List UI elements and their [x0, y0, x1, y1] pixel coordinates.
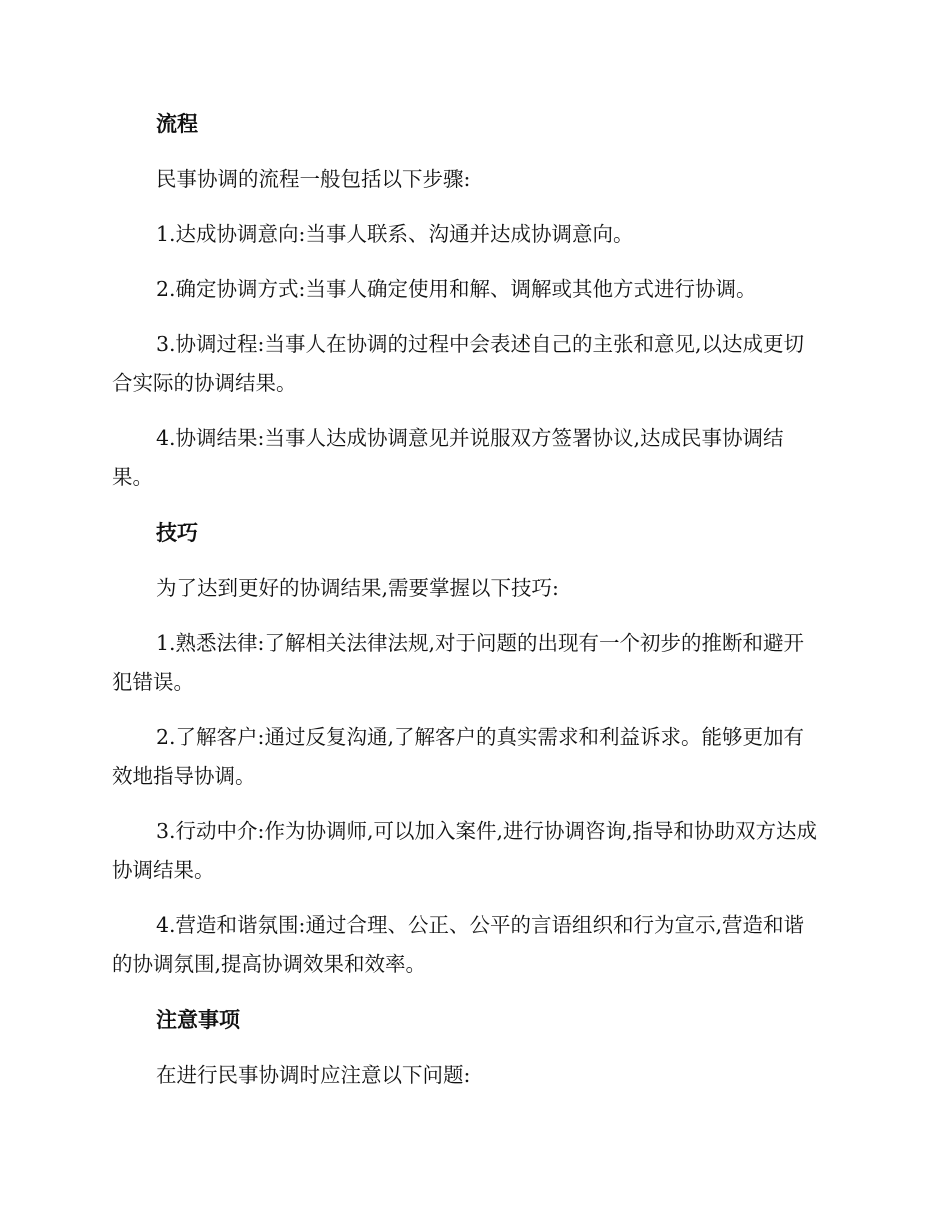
document-page: [112, 108, 824, 1095]
section-heading: 注意事项: [156, 1007, 240, 1032]
paragraph: 4.协调结果:当事人达成协调意见并说服双方签署协议,达成民事协调结果。: [112, 426, 784, 489]
paragraph: 民事协调的流程一般包括以下步骤:: [156, 167, 471, 191]
paragraph: 4.营造和谐氛围:通过合理、公正、公平的言语组织和行为宣示,营造和谐的协调氛围,提高协调效果和效率。: [112, 913, 804, 976]
paragraph: 3.协调过程:当事人在协调的过程中会表述自己的主张和意见,以达成更切合实际的协调结果。: [112, 332, 804, 395]
paragraph: 2.确定协调方式:当事人确定使用和解、调解或其他方式进行协调。: [156, 277, 757, 301]
paragraph: 1.达成协调意向:当事人联系、沟通并达成协调意向。: [156, 222, 634, 246]
section-heading: 流程: [156, 111, 198, 136]
paragraph: 在进行民事协调时应注意以下问题:: [156, 1063, 471, 1087]
paragraph: 2.了解客户:通过反复沟通,了解客户的真实需求和利益诉求。能够更加有效地指导协调。: [112, 725, 804, 788]
paragraph: 3.行动中介:作为协调师,可以加入案件,进行协调咨询,指导和协助双方达成协调结果。: [112, 819, 818, 882]
paragraph: 1.熟悉法律:了解相关法律法规,对于问题的出现有一个初步的推断和避开犯错误。: [112, 631, 804, 694]
paragraph: 为了达到更好的协调结果,需要掌握以下技巧:: [156, 576, 559, 600]
section-heading: 技巧: [156, 520, 198, 545]
